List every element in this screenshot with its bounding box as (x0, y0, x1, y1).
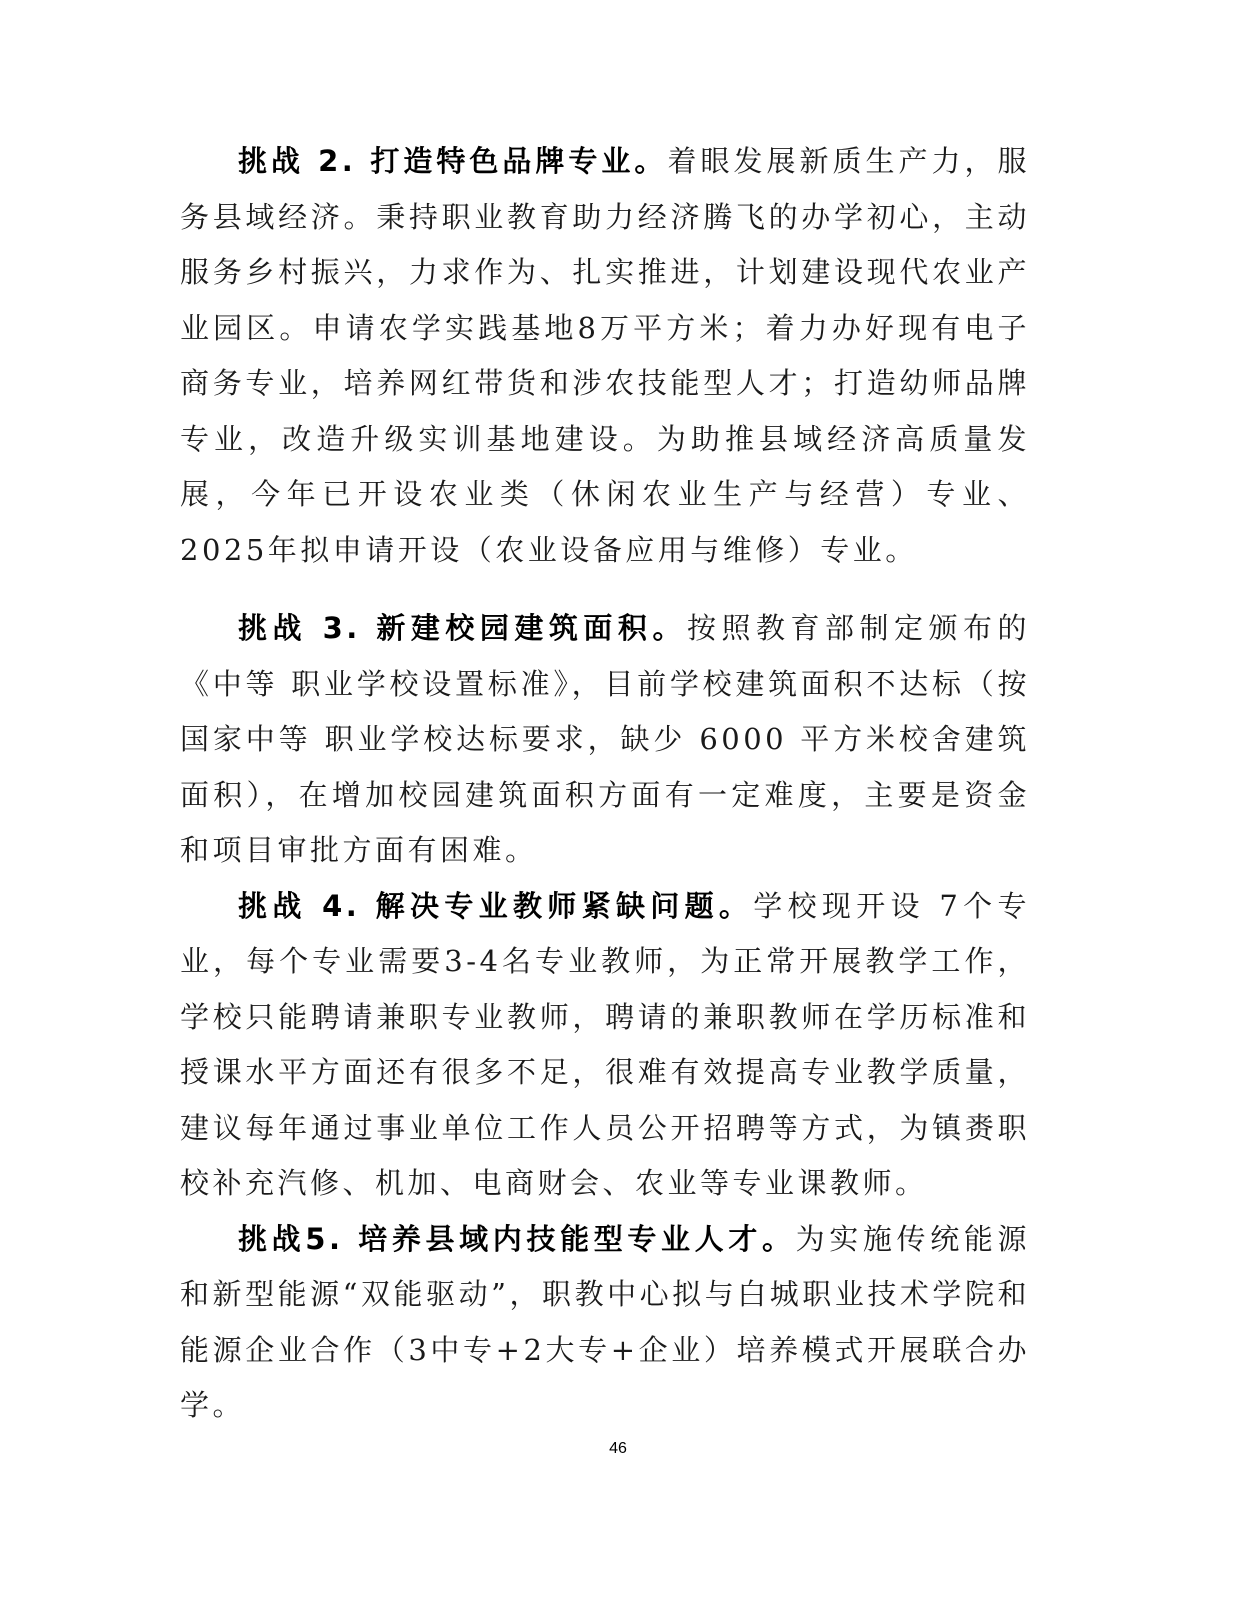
document-body (180, 134, 1030, 1434)
challenge-2-heading: 挑战 2. 打造特色品牌专业。 (238, 144, 668, 178)
paragraph-challenge-5 (180, 1212, 1030, 1434)
paragraph-challenge-4 (180, 879, 1030, 1212)
challenge-4-text: 学校现开设 7个专业，每个专业需要3-4名专业教师，为正常开展教学工作，学校只能聘请兼职专业教师，聘请的兼职教师在学历标准和授课水平方面还有很多不足，很难有效提高专业教学质量，建议每年通过事业单位工作人员公开招聘等方式，为镇赉职校补充汽修、机加、电商财会、农业等专业课教师。 (180, 888, 1031, 1200)
challenge-4-heading: 挑战 4. 解决专业教师紧缺问题。 (238, 888, 754, 923)
challenge-3-text: 按照教育部制定颁布的《中等 职业学校设置标准》，目前学校建筑面积不达标（按国家中等 职业学校达标要求，缺少 6000 平方米校舍建筑面积），在增加校园建筑面积方面有一定难度，主要是资金和项目审批方面有困难。 (180, 611, 1030, 867)
challenge-5-text: 为实施传统能源和新型能源“双能驱动”，职教中心拟与白城职业技术学院和能源企业合作（3中专+2大专+企业）培养模式开展联合办学。 (180, 1221, 1030, 1422)
paragraph-challenge-3 (180, 601, 1030, 879)
challenge-5-heading: 挑战5. 培养县域内技能型专业人才。 (238, 1221, 796, 1256)
challenge-3-heading: 挑战 3. 新建校园建筑面积。 (238, 611, 687, 645)
challenge-2-text: 着眼发展新质生产力，服务县域经济。秉持职业教育助力经济腾飞的办学初心，主动服务乡村振兴，力求作为、扎实推进，计划建设现代农业产业园区。申请农学实践基地8万平方米；着力办好现有电子商务专业，培养网红带货和涉农技能型人才；打造幼师品牌专业，改造升级实训基地建设。为助推县域经济高质量发展，今年已开设农业类（休闲农业生产与经营）专业、2025年拟申请开设（农业设备应用与维修）专业。 (180, 144, 1030, 567)
page-number: 46 (609, 1440, 627, 1457)
paragraph-challenge-2 (180, 134, 1030, 578)
